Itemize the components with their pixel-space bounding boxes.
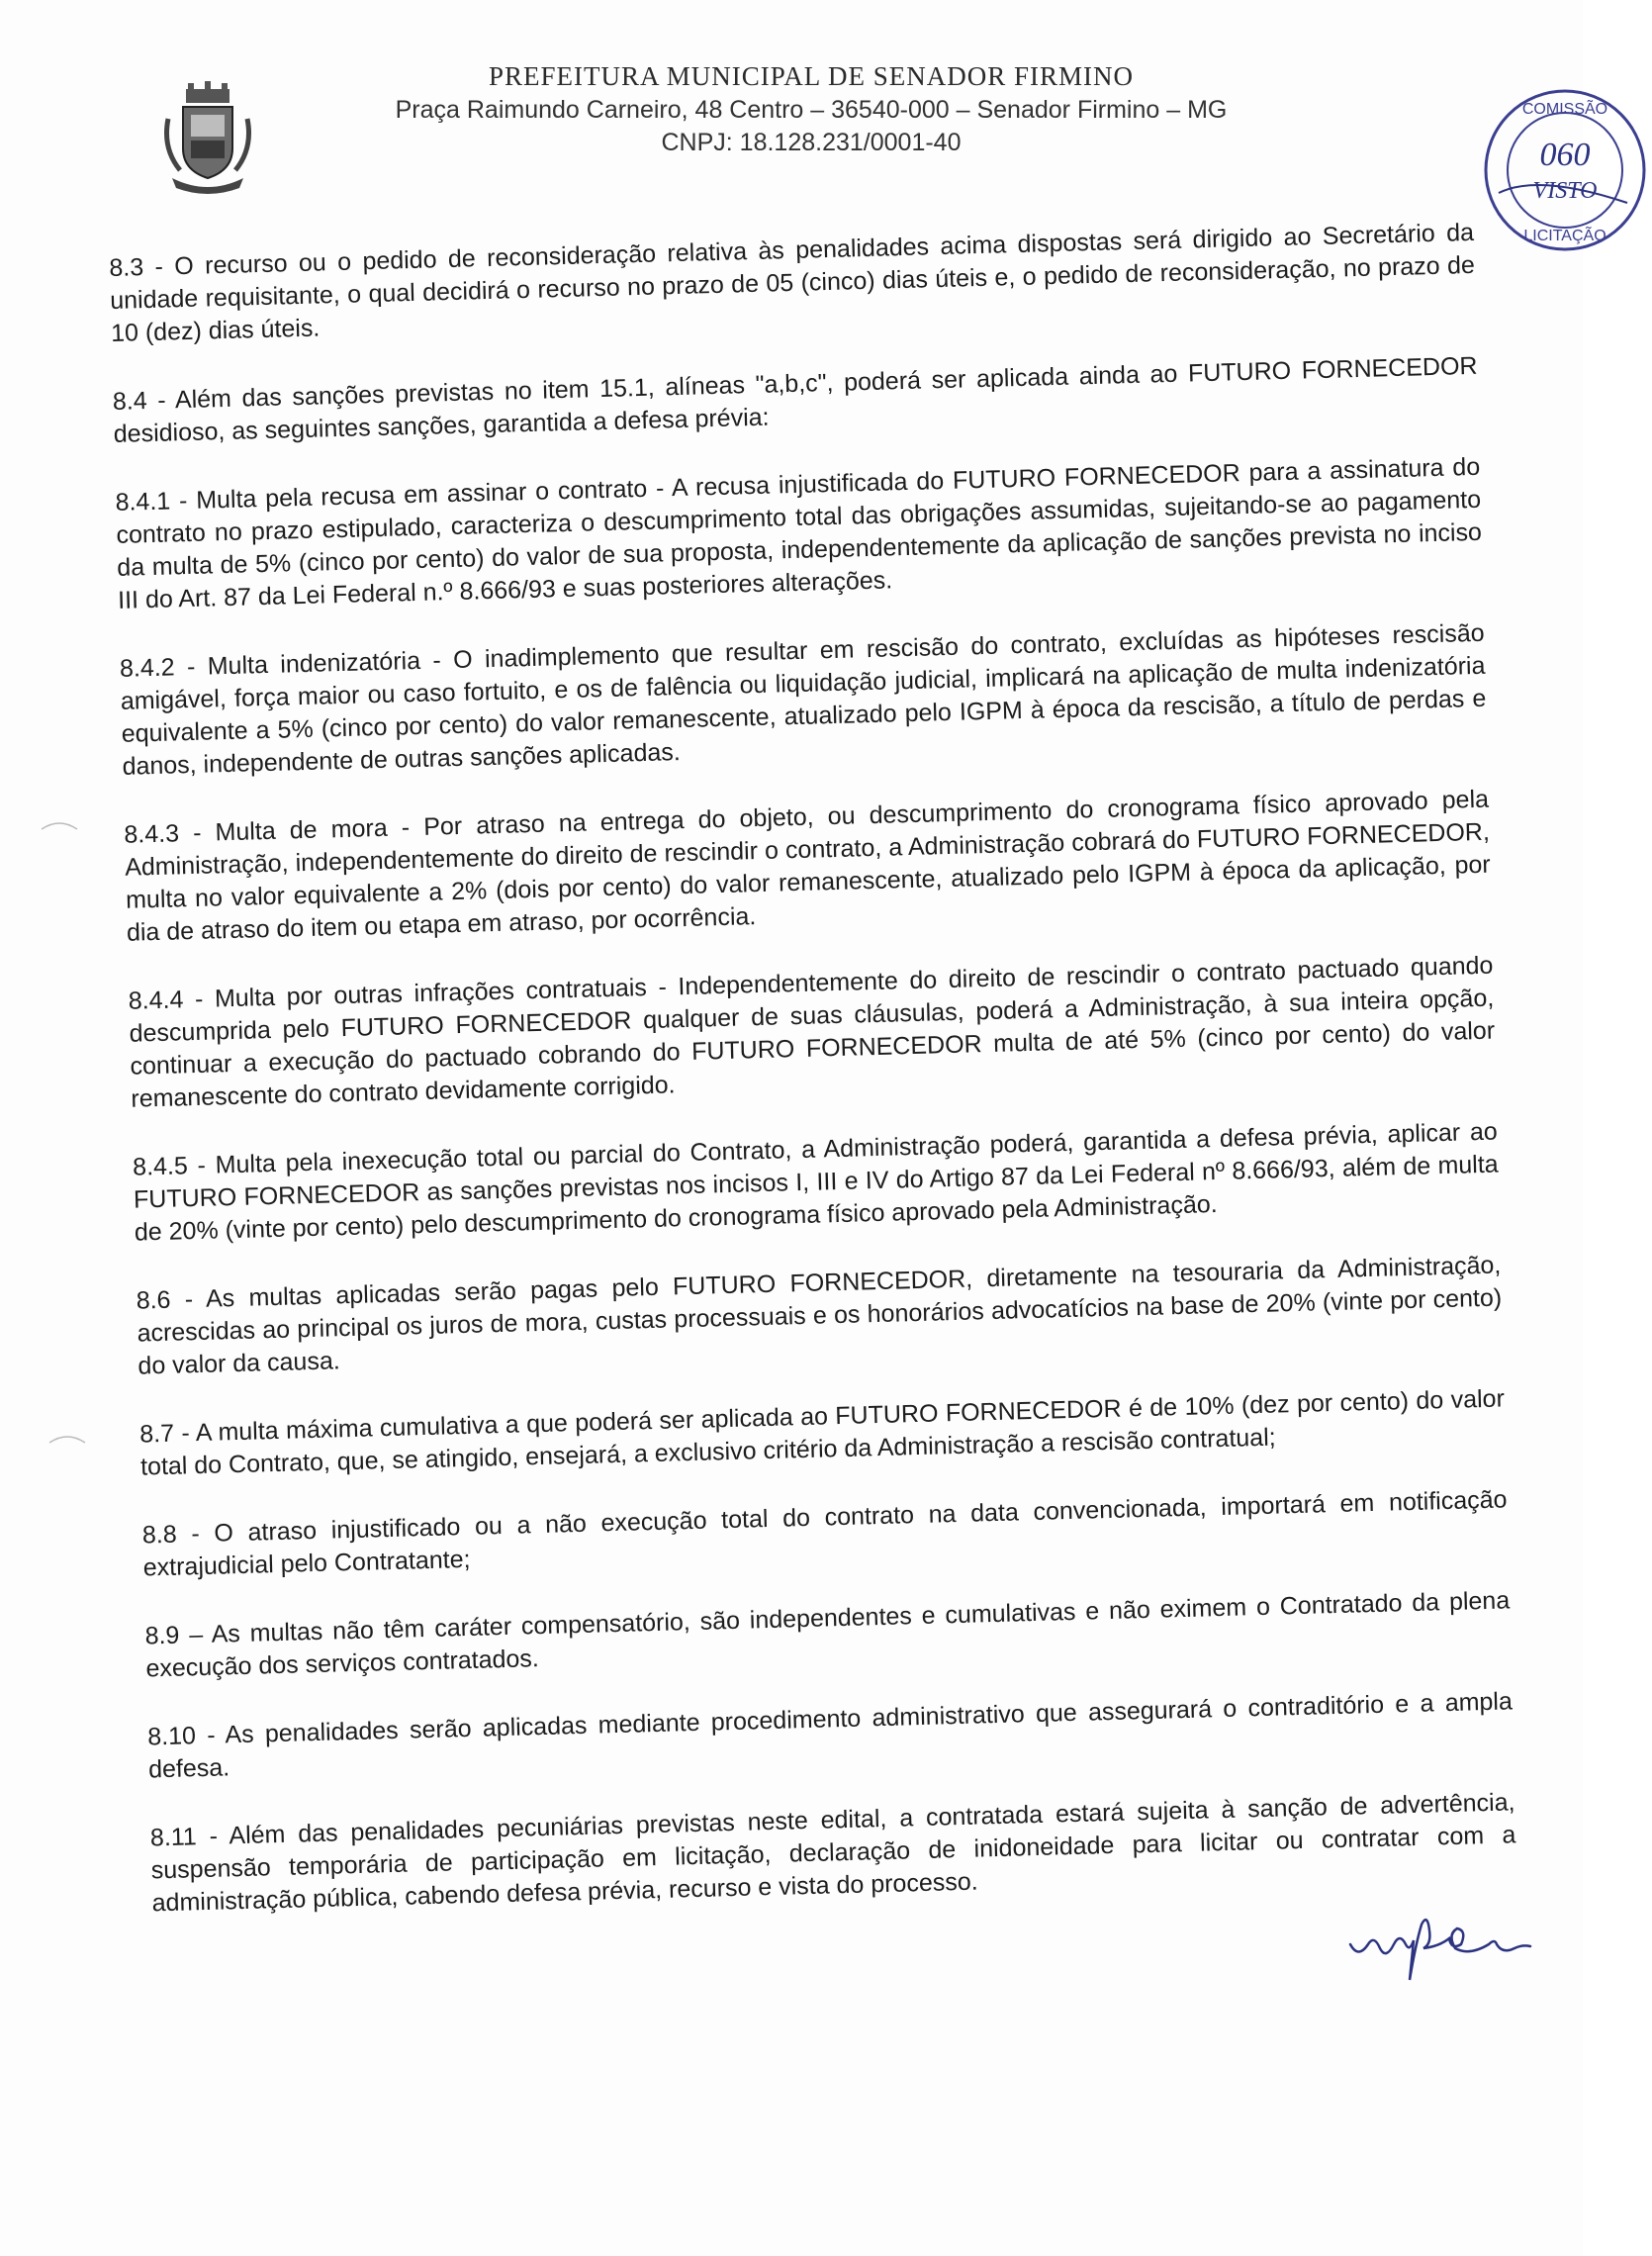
municipality-cnpj: CNPJ: 18.128.231/0001-40 (661, 129, 962, 156)
municipality-address: Praça Raimundo Carneiro, 48 Centro – 36540-000 – Senador Firmino – MG (395, 96, 1228, 124)
handwritten-signature (1340, 1905, 1538, 1984)
clause-8-6: 8.6 - As multas aplicadas serão pagas pelo FUTURO FORNECEDOR, diretamente na tesouraria da Administração, acrescidas ao principal os juros de mora, custas processuais e os honorários advocatícios na base de 20% (vinte por cento) do valor da causa. (136, 1251, 1503, 1380)
clause-8-4-2: 8.4.2 - Multa indenizatória - O inadimplemento que resultar em rescisão do contrato, excluídas as hipóteses rescisão amigável, força maior ou caso fortuito, e os de falência ou liquidação judicial, implicará na aplicação de multa indenizatória equivalente a 5% (cinco por cento) do valor remanescente, atualizado pelo IGPM à época da rescisão, a título de perdas e danos, independente de outras sanções aplicadas. (119, 618, 1487, 781)
scan-margin-mark (40, 819, 79, 833)
clause-8-9: 8.9 – As multas não têm caráter compensatório, são independentes e cumulativas e não eximem o Contratado da plena execução dos serviços contratados. (144, 1586, 1511, 1683)
stamp-top-text: COMISSÃO (1521, 101, 1608, 118)
clause-8-3: 8.3 - O recurso ou o pedido de reconsideração relativa às penalidades acima dispostas será dirigido ao Secretário da unidade requisitante, o qual decidirá o recurso no prazo de 05 (cinco) dias úteis e, o pedido de reconsideração, no prazo de 10 (dez) dias úteis. (109, 218, 1476, 347)
clause-8-7: 8.7 - A multa máxima cumulativa a que poderá ser aplicada ao FUTURO FORNECEDOR é de 10% (dez por cento) do valor total do Contrato, que, se atingido, ensejará, a exclusivo critério da Administração a rescisão contratual; (138, 1384, 1506, 1481)
clause-8-11: 8.11 - Além das penalidades pecuniárias previstas neste edital, a contratada estará sujeita à sanção de advertência, suspensão temporária de participação em licitação, declaração de inidoneidade para licitar ou contratar com a administração pública, cabendo defesa prévia, recurso e vista do processo. (149, 1788, 1516, 1918)
municipality-name: PREFEITURA MUNICIPAL DE SENADOR FIRMINO (488, 61, 1135, 91)
clause-8-8: 8.8 - O atraso injustificado ou a não execução total do contrato na data convencionada, importará em notificação extrajudicial pelo Contratante; (141, 1485, 1508, 1582)
document-body (109, 217, 1518, 1956)
bidding-commission-stamp (1479, 84, 1652, 257)
clause-8-10: 8.10 - As penalidades serão aplicadas mediante procedimento administrativo que assegurará o contraditório e a ampla defesa. (146, 1687, 1514, 1784)
stamp-bottom-text: LICITAÇÃO (1523, 228, 1606, 244)
clause-8-4-1: 8.4.1 - Multa pela recusa em assinar o contrato - A recusa injustificada do FUTURO FORNECEDOR para a assinatura do contrato no prazo estipulado, caracteriza o descumprimento total das obrigações assumidas, sujeitando-se ao pagamento da multa de 5% (cinco por cento) do valor de sua proposta, independentemente da aplicação de sanções prevista no inciso III do Art. 87 da Lei Federal n.º 8.666/93 e suas posteriores alterações. (115, 452, 1483, 614)
letterhead-text (376, 59, 1246, 157)
clause-8-4-4: 8.4.4 - Multa por outras infrações contratuais - Independentemente do direito de rescindir o contrato pactuado quando descumprida pelo FUTURO FORNECEDOR qualquer de suas cláusulas, poderá a Administração, à sua inteira opção, continuar a execução do pactuado cobrando do FUTURO FORNECEDOR multa de até 5% (cinco por cento) do valor remanescente do contrato devidamente corrigido. (128, 951, 1496, 1113)
letterhead (148, 59, 1608, 244)
clause-8-4: 8.4 - Além das sanções previstas no item 15.1, alíneas "a,b,c", poderá ser aplicada ainda ao FUTURO FORNECEDOR desidioso, as seguintes sanções, garantida a defesa prévia: (112, 351, 1478, 448)
stamp-visto: VISTO (1532, 178, 1598, 204)
municipal-coat-of-arms-icon (158, 79, 257, 198)
clause-8-4-3: 8.4.3 - Multa de mora - Por atraso na entrega do objeto, ou descumprimento do cronograma físico aprovado pela Administração, independentemente do direito de rescindir o contrato, a Administração cobrará do FUTURO FORNECEDOR, multa no valor equivalente a 2% (dois por cento) do valor remanescente, atualizado pelo IGPM à época da aplicação, por dia de atraso do item ou etapa em atraso, por ocorrência. (124, 785, 1492, 947)
scan-margin-mark (47, 1433, 87, 1447)
clause-8-4-5: 8.4.5 - Multa pela inexecução total ou parcial do Contrato, a Administração poderá, garantida a defesa prévia, aplicar ao FUTURO FORNECEDOR as sanções previstas nos incisos I, III e IV do Artigo 87 da Lei Federal nº 8.666/93, além de multa de 20% (vinte por cento) pelo descumprimento do cronograma físico aprovado pela Administração. (132, 1117, 1499, 1247)
stamp-number: 060 (1539, 137, 1591, 173)
